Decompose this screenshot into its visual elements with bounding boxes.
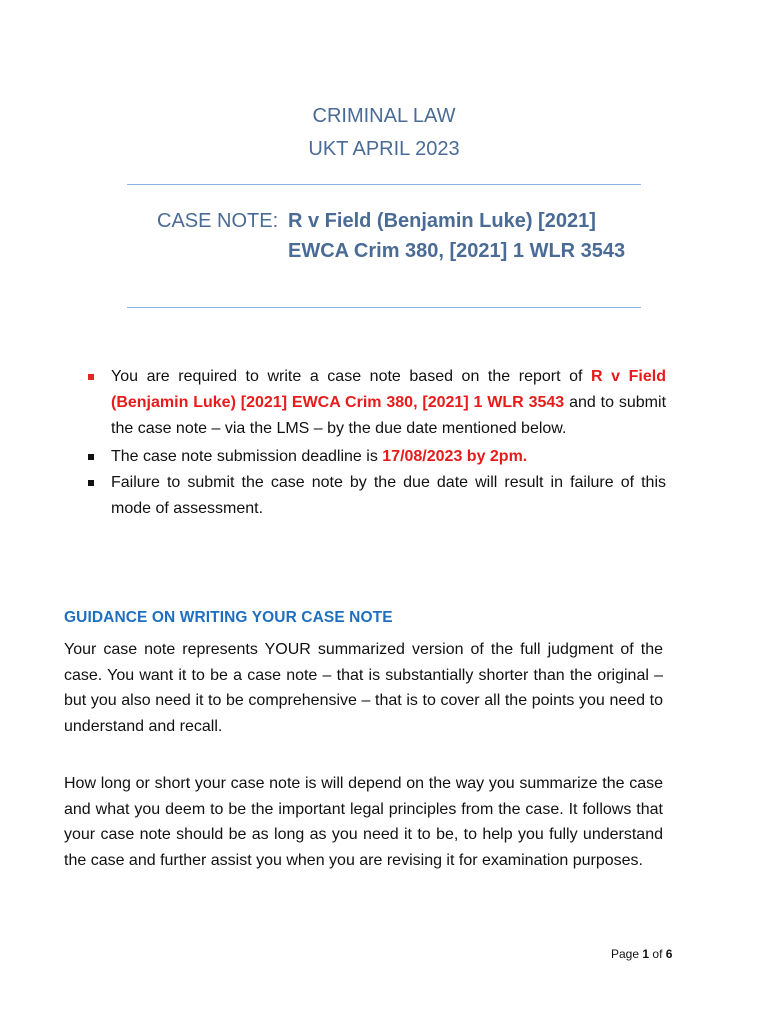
course-title: CRIMINAL LAW xyxy=(312,105,456,127)
deadline-text: The case note submission deadline is xyxy=(111,448,383,465)
of-label: of xyxy=(652,947,663,961)
guidance-heading: GUIDANCE ON WRITING YOUR CASE NOTE xyxy=(64,609,393,626)
list-item xyxy=(86,470,666,522)
failure-warning-text: Failure to submit the case note by the due date will result in failure of this mode of assessment. xyxy=(111,474,666,517)
guidance-paragraph: How long or short your case note is will depend on the way you summarize the case and what you deem to be the important legal principles from the case. It follows that your case note should be as long as you need it to be, to help you fully understand the case and further assist you when you are revising it for examination purposes. xyxy=(64,775,663,870)
list-item xyxy=(86,444,666,470)
case-citation: R v Field (Benjamin Luke) [2021] EWCA Crim 380, [2021] 1 WLR 3543 xyxy=(288,210,626,262)
top-divider xyxy=(127,184,641,185)
page-number xyxy=(611,947,672,961)
bullet-marker-icon xyxy=(88,374,94,380)
total-pages: 6 xyxy=(665,947,673,961)
instruction-text: and to submit the case note – via the LMS – by the due date mentioned below. xyxy=(111,394,667,437)
deadline-date: 17/08/2023 by 2pm. xyxy=(382,448,528,465)
instructions-list xyxy=(86,364,666,522)
case-note-prefix: CASE NOTE: xyxy=(157,210,279,232)
highlighted-citation: R v Field (Benjamin Luke) [2021] EWCA Crim 380, [2021] 1 WLR 3543 xyxy=(111,368,666,411)
current-page: 1 xyxy=(642,947,650,961)
page-label: Page xyxy=(611,947,640,961)
list-item xyxy=(86,364,666,442)
bullet-marker-icon xyxy=(88,454,94,460)
guidance-paragraph: Your case note represents YOUR summarized version of the full judgment of the case. You want it to be a case note – that is substantially shorter than the original – but you also need it to be comprehensive – that is to cover all the points you need to understand and recall. xyxy=(64,641,663,736)
bottom-divider xyxy=(127,307,641,308)
bullet-marker-icon xyxy=(88,480,94,486)
instruction-text: You are required to write a case note based on the report of xyxy=(111,368,592,385)
course-subtitle: UKT APRIL 2023 xyxy=(308,138,460,160)
